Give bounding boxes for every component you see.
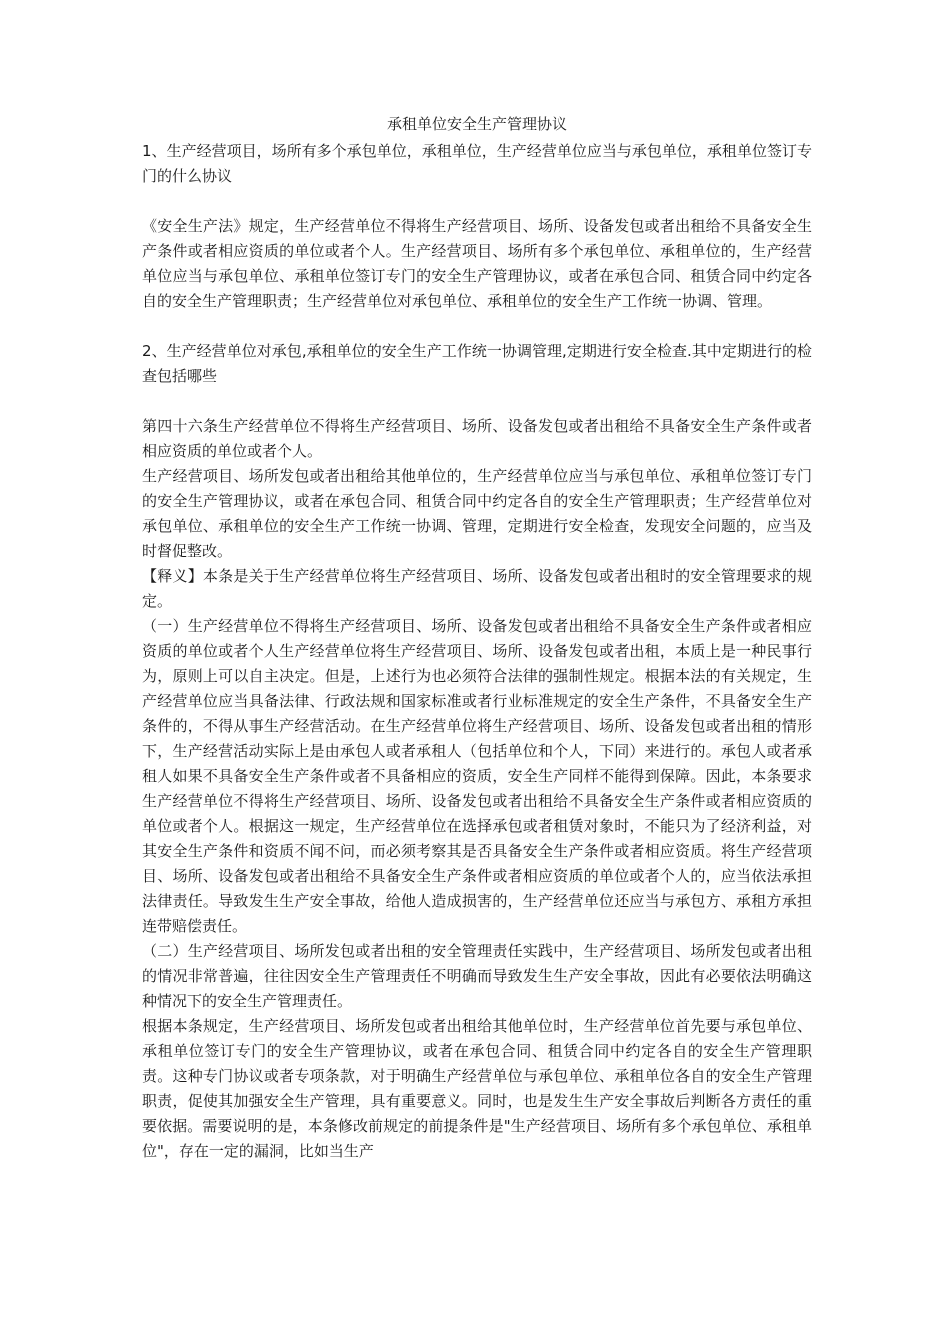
article-46-clause-2: 生产经营项目、场所发包或者出租给其他单位的，生产经营单位应当与承包单位、承租单位签订专门的安全生产管理协议，或者在承包合同、租赁合同中约定各自的安全生产管理职责；生产经营单位对承包单位、承租单位的安全生产工作统一协调、管理，定期进行安全检查，发现安全问题的，应当及时督促整改。 (142, 467, 812, 560)
paragraph-spacer (142, 189, 812, 214)
document-title: 承租单位安全生产管理协议 (386, 115, 567, 133)
question-2: 2、生产经营单位对承包,承租单位的安全生产工作统一协调管理,定期进行安全检查.其中定期进行的检查包括哪些 (142, 342, 812, 385)
interpretation-intro: 【释义】本条是关于生产经营单位将生产经营项目、场所、设备发包或者出租时的安全管理要求的规定。 (142, 567, 812, 610)
question-1: 1、生产经营项目，场所有多个承包单位，承租单位，生产经营单位应当与承包单位，承租单位签订专门的什么协议 (142, 142, 812, 185)
document-body (142, 112, 812, 1164)
interpretation-section-2-detail: 根据本条规定，生产经营项目、场所发包或者出租给其他单位时，生产经营单位首先要与承包单位、承租单位签订专门的安全生产管理协议，或者在承包合同、租赁合同中约定各自的安全生产管理职责。这种专门协议或者专项条款，对于明确生产经营单位与承包单位、承租单位各自的安全生产管理职责，促使其加强安全生产管理，具有重要意义。同时，也是发生生产安全事故后判断各方责任的重要依据。需要说明的是，本条修改前规定的前提条件是"生产经营项目、场所有多个承包单位、承租单位"，存在一定的漏洞，比如当生产 (142, 1017, 812, 1160)
paragraph-spacer (142, 314, 812, 339)
answer-1: 《安全生产法》规定，生产经营单位不得将生产经营项目、场所、设备发包或者出租给不具备安全生产条件或者相应资质的单位或者个人。生产经营项目、场所有多个承包单位、承租单位的，生产经营单位应当与承包单位、承租单位签订专门的安全生产管理协议，或者在承包合同、租赁合同中约定各自的安全生产管理职责；生产经营单位对承包单位、承租单位的安全生产工作统一协调、管理。 (142, 217, 812, 310)
interpretation-section-2: （二）生产经营项目、场所发包或者出租的安全管理责任实践中，生产经营项目、场所发包或者出租的情况非常普遍，往往因安全生产管理责任不明确而导致发生生产安全事故，因此有必要依法明确这种情况下的安全生产管理责任。 (142, 942, 812, 1010)
interpretation-section-1: （一）生产经营单位不得将生产经营项目、场所、设备发包或者出租给不具备安全生产条件或者相应资质的单位或者个人生产经营单位将生产经营项目、场所、设备发包或者出租，本质上是一种民事行为，原则上可以自主决定。但是，上述行为也必须符合法律的强制性规定。根据本法的有关规定，生产经营单位应当具备法律、行政法规和国家标准或者行业标准规定的安全生产条件，不具备安全生产条件的，不得从事生产经营活动。在生产经营单位将生产经营项目、场所、设备发包或者出租的情形下，生产经营活动实际上是由承包人或者承租人（包括单位和个人，下同）来进行的。承包人或者承租人如果不具备安全生产条件或者不具备相应的资质，安全生产同样不能得到保障。因此，本条要求生产经营单位不得将生产经营项目、场所、设备发包或者出租给不具备安全生产条件或者相应资质的单位或者个人。根据这一规定，生产经营单位在选择承包或者租赁对象时，不能只为了经济利益，对其安全生产条件和资质不闻不问，而必须考察其是否具备安全生产条件或者相应资质。将生产经营项目、场所、设备发包或者出租给不具备安全生产条件或者相应资质的单位或者个人的，应当依法承担法律责任。导致发生生产安全事故，给他人造成损害的，生产经营单位还应当与承包方、承租方承担连带赔偿责任。 (142, 617, 812, 935)
article-46: 第四十六条生产经营单位不得将生产经营项目、场所、设备发包或者出租给不具备安全生产条件或者相应资质的单位或者个人。 (142, 417, 812, 460)
paragraph-spacer (142, 389, 812, 414)
